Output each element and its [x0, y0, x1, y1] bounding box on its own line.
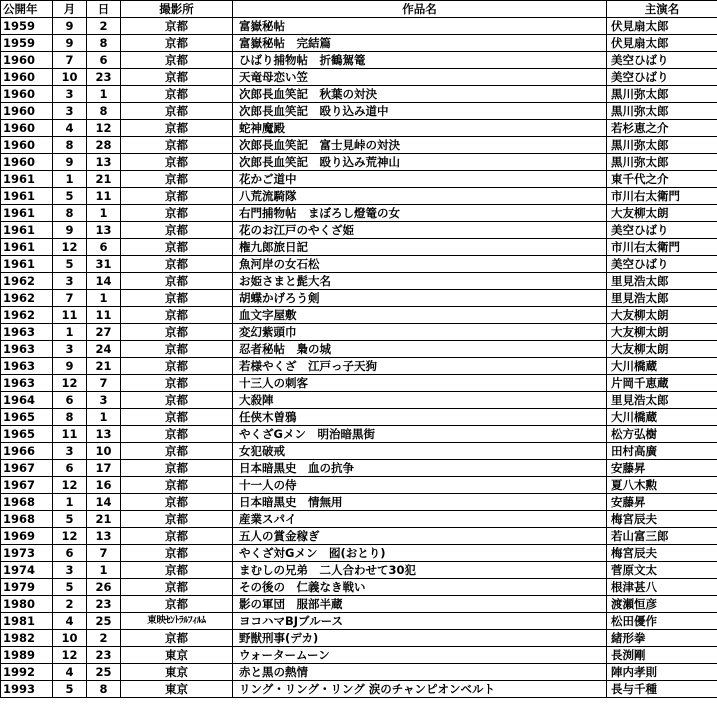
- cell-title: 影の軍団 服部半蔵: [233, 596, 607, 613]
- cell-studio: 京都: [121, 596, 233, 613]
- cell-release-year: 1960: [1, 137, 53, 154]
- cell-lead-actor: 市川右太衛門: [607, 188, 717, 205]
- cell-lead-actor: 黒川弥太郎: [607, 86, 717, 103]
- cell-day: 12: [87, 120, 121, 137]
- cell-day: 17: [87, 460, 121, 477]
- cell-title: ウォータームーン: [233, 647, 607, 664]
- cell-day: 11: [87, 188, 121, 205]
- table-row: [1, 511, 717, 528]
- cell-studio: 京都: [121, 154, 233, 171]
- cell-release-year: 1967: [1, 477, 53, 494]
- cell-day: 23: [87, 647, 121, 664]
- cell-studio: 東京: [121, 664, 233, 681]
- table-row: [1, 273, 717, 290]
- cell-release-year: 1965: [1, 426, 53, 443]
- cell-release-year: 1981: [1, 613, 53, 630]
- cell-month: 9: [53, 18, 87, 35]
- table-header: [1, 1, 717, 18]
- cell-studio: 京都: [121, 460, 233, 477]
- cell-lead-actor: 夏八木勲: [607, 477, 717, 494]
- table-row: [1, 205, 717, 222]
- cell-lead-actor: 長渕剛: [607, 647, 717, 664]
- table-row: [1, 358, 717, 375]
- cell-day: 6: [87, 239, 121, 256]
- cell-lead-actor: 緒形拳: [607, 630, 717, 647]
- cell-month: 5: [53, 579, 87, 596]
- cell-lead-actor: 大友柳太朗: [607, 341, 717, 358]
- cell-day: 13: [87, 222, 121, 239]
- cell-month: 4: [53, 120, 87, 137]
- table-row: [1, 460, 717, 477]
- cell-title: 蛇神魔殿: [233, 120, 607, 137]
- cell-studio: 京都: [121, 494, 233, 511]
- table-row: [1, 596, 717, 613]
- cell-lead-actor: 片岡千恵蔵: [607, 375, 717, 392]
- cell-title: 任侠木曽鴉: [233, 409, 607, 426]
- cell-studio: 京都: [121, 120, 233, 137]
- cell-release-year: 1989: [1, 647, 53, 664]
- cell-title: 野獣刑事(デカ): [233, 630, 607, 647]
- cell-title: その後の 仁義なき戦い: [233, 579, 607, 596]
- cell-day: 1: [87, 86, 121, 103]
- table-row: [1, 392, 717, 409]
- cell-day: 21: [87, 511, 121, 528]
- cell-lead-actor: 長与千種: [607, 681, 717, 698]
- cell-lead-actor: 市川右太衛門: [607, 239, 717, 256]
- cell-release-year: 1962: [1, 307, 53, 324]
- cell-day: 25: [87, 613, 121, 630]
- cell-release-year: 1965: [1, 409, 53, 426]
- cell-release-year: 1966: [1, 443, 53, 460]
- cell-month: 12: [53, 239, 87, 256]
- table-row: [1, 647, 717, 664]
- cell-studio: 京都: [121, 137, 233, 154]
- cell-day: 1: [87, 562, 121, 579]
- cell-lead-actor: 大友柳太朗: [607, 205, 717, 222]
- cell-lead-actor: 渡瀬恒彦: [607, 596, 717, 613]
- cell-release-year: 1961: [1, 188, 53, 205]
- cell-lead-actor: 里見浩太郎: [607, 392, 717, 409]
- cell-studio: 京都: [121, 630, 233, 647]
- cell-title: 日本暗黒史 血の抗争: [233, 460, 607, 477]
- cell-day: 1: [87, 409, 121, 426]
- cell-title: 次郎長血笑記 殴り込み道中: [233, 103, 607, 120]
- cell-month: 3: [53, 443, 87, 460]
- table-row: [1, 477, 717, 494]
- cell-month: 5: [53, 188, 87, 205]
- cell-studio: 京都: [121, 358, 233, 375]
- cell-title: 産業スパイ: [233, 511, 607, 528]
- cell-studio: 東京: [121, 647, 233, 664]
- table-row: [1, 239, 717, 256]
- table-row: [1, 256, 717, 273]
- cell-studio: 京都: [121, 222, 233, 239]
- cell-lead-actor: 梅宮辰夫: [607, 545, 717, 562]
- cell-title: 胡蝶かげろう剣: [233, 290, 607, 307]
- cell-release-year: 1968: [1, 494, 53, 511]
- cell-title: 大殺陣: [233, 392, 607, 409]
- cell-title: ひばり捕物帖 折鶴駕篭: [233, 52, 607, 69]
- cell-month: 8: [53, 205, 87, 222]
- cell-lead-actor: 根津甚八: [607, 579, 717, 596]
- cell-release-year: 1959: [1, 18, 53, 35]
- table-row: [1, 443, 717, 460]
- cell-title: 若様やくざ 江戸っ子天狗: [233, 358, 607, 375]
- cell-release-year: 1960: [1, 103, 53, 120]
- cell-lead-actor: 大川橋蔵: [607, 409, 717, 426]
- cell-studio: 京都: [121, 273, 233, 290]
- cell-day: 11: [87, 307, 121, 324]
- cell-studio: 京都: [121, 426, 233, 443]
- cell-day: 8: [87, 681, 121, 698]
- cell-day: 27: [87, 324, 121, 341]
- cell-release-year: 1982: [1, 630, 53, 647]
- cell-day: 31: [87, 256, 121, 273]
- cell-month: 5: [53, 681, 87, 698]
- cell-day: 14: [87, 494, 121, 511]
- cell-day: 6: [87, 52, 121, 69]
- cell-day: 21: [87, 358, 121, 375]
- cell-studio: 京都: [121, 290, 233, 307]
- cell-month: 5: [53, 511, 87, 528]
- cell-title: やくざGメン 明治暗黒街: [233, 426, 607, 443]
- cell-month: 11: [53, 426, 87, 443]
- cell-lead-actor: 美空ひばり: [607, 222, 717, 239]
- table-row: [1, 341, 717, 358]
- cell-month: 7: [53, 52, 87, 69]
- cell-title: 忍者秘帖 梟の城: [233, 341, 607, 358]
- cell-studio: 京都: [121, 256, 233, 273]
- cell-title: 富嶽秘帖 完結篇: [233, 35, 607, 52]
- cell-release-year: 1993: [1, 681, 53, 698]
- cell-studio: 京都: [121, 18, 233, 35]
- cell-title: やくざ対Gメン 囮(おとり): [233, 545, 607, 562]
- cell-release-year: 1959: [1, 35, 53, 52]
- cell-studio: 京都: [121, 511, 233, 528]
- table-row: [1, 171, 717, 188]
- cell-release-year: 1980: [1, 596, 53, 613]
- cell-lead-actor: 大友柳太朗: [607, 324, 717, 341]
- table-row: [1, 664, 717, 681]
- cell-day: 24: [87, 341, 121, 358]
- table-row: [1, 562, 717, 579]
- cell-studio: 京都: [121, 477, 233, 494]
- cell-title: 日本暗黒史 情無用: [233, 494, 607, 511]
- cell-title: 次郎長血笑記 殴り込み荒神山: [233, 154, 607, 171]
- header-day: 日: [87, 1, 121, 18]
- header-title: 作品名: [233, 1, 607, 18]
- cell-release-year: 1964: [1, 392, 53, 409]
- table-row: [1, 188, 717, 205]
- cell-title: 権九郎旅日記: [233, 239, 607, 256]
- cell-title: 十三人の刺客: [233, 375, 607, 392]
- cell-studio: 京都: [121, 324, 233, 341]
- cell-day: 13: [87, 426, 121, 443]
- cell-lead-actor: 里見浩太郎: [607, 273, 717, 290]
- cell-title: 赤と黒の熱情: [233, 664, 607, 681]
- cell-month: 7: [53, 290, 87, 307]
- table-row: [1, 137, 717, 154]
- header-release-year: 公開年: [1, 1, 53, 18]
- cell-day: 7: [87, 375, 121, 392]
- cell-day: 23: [87, 69, 121, 86]
- cell-day: 7: [87, 545, 121, 562]
- cell-title: 血文字屋敷: [233, 307, 607, 324]
- table-row: [1, 120, 717, 137]
- cell-title: 八荒流騎隊: [233, 188, 607, 205]
- cell-title: お姫さまと髭大名: [233, 273, 607, 290]
- cell-lead-actor: 黒川弥太郎: [607, 103, 717, 120]
- cell-title: 女犯破戒: [233, 443, 607, 460]
- cell-studio: 京都: [121, 341, 233, 358]
- cell-day: 16: [87, 477, 121, 494]
- cell-lead-actor: 松田優作: [607, 613, 717, 630]
- cell-studio: 京都: [121, 69, 233, 86]
- cell-release-year: 1960: [1, 120, 53, 137]
- cell-month: 11: [53, 307, 87, 324]
- cell-month: 6: [53, 392, 87, 409]
- cell-lead-actor: 陣内孝則: [607, 664, 717, 681]
- cell-release-year: 1973: [1, 545, 53, 562]
- table-row: [1, 324, 717, 341]
- cell-release-year: 1960: [1, 154, 53, 171]
- table-row: [1, 681, 717, 698]
- cell-month: 3: [53, 273, 87, 290]
- cell-day: 13: [87, 528, 121, 545]
- cell-day: 14: [87, 273, 121, 290]
- cell-studio: 東映ｾﾝﾄﾗﾙﾌｨﾙﾑ: [121, 613, 233, 630]
- cell-release-year: 1979: [1, 579, 53, 596]
- header-month: 月: [53, 1, 87, 18]
- table-row: [1, 86, 717, 103]
- table-row: [1, 630, 717, 647]
- cell-month: 5: [53, 256, 87, 273]
- cell-day: 2: [87, 18, 121, 35]
- table-row: [1, 545, 717, 562]
- cell-studio: 京都: [121, 528, 233, 545]
- table-row: [1, 69, 717, 86]
- cell-month: 12: [53, 647, 87, 664]
- cell-title: 右門捕物帖 まぼろし燈篭の女: [233, 205, 607, 222]
- cell-day: 8: [87, 35, 121, 52]
- cell-month: 3: [53, 341, 87, 358]
- cell-release-year: 1960: [1, 52, 53, 69]
- cell-studio: 京都: [121, 205, 233, 222]
- cell-day: 1: [87, 205, 121, 222]
- cell-month: 3: [53, 103, 87, 120]
- cell-month: 6: [53, 460, 87, 477]
- cell-release-year: 1963: [1, 358, 53, 375]
- cell-month: 4: [53, 664, 87, 681]
- cell-lead-actor: 若山富三郎: [607, 528, 717, 545]
- cell-studio: 京都: [121, 443, 233, 460]
- cell-title: 富嶽秘帖: [233, 18, 607, 35]
- cell-month: 9: [53, 35, 87, 52]
- cell-day: 1: [87, 290, 121, 307]
- header-lead-actor: 主演名: [607, 1, 717, 18]
- cell-month: 4: [53, 613, 87, 630]
- table-row: [1, 18, 717, 35]
- cell-month: 12: [53, 477, 87, 494]
- cell-release-year: 1968: [1, 511, 53, 528]
- cell-day: 13: [87, 154, 121, 171]
- cell-lead-actor: 若杉恵之介: [607, 120, 717, 137]
- cell-release-year: 1961: [1, 239, 53, 256]
- cell-lead-actor: 美空ひばり: [607, 52, 717, 69]
- cell-month: 10: [53, 630, 87, 647]
- cell-lead-actor: 田村高廣: [607, 443, 717, 460]
- cell-studio: 京都: [121, 239, 233, 256]
- cell-title: ヨコハマBJブルース: [233, 613, 607, 630]
- cell-title: 十一人の侍: [233, 477, 607, 494]
- cell-month: 9: [53, 358, 87, 375]
- cell-day: 26: [87, 579, 121, 596]
- cell-lead-actor: 里見浩太郎: [607, 290, 717, 307]
- table-row: [1, 579, 717, 596]
- cell-release-year: 1960: [1, 69, 53, 86]
- cell-release-year: 1963: [1, 341, 53, 358]
- cell-title: 変幻紫頭巾: [233, 324, 607, 341]
- cell-studio: 京都: [121, 35, 233, 52]
- cell-lead-actor: 菅原文太: [607, 562, 717, 579]
- cell-release-year: 1961: [1, 205, 53, 222]
- cell-month: 12: [53, 375, 87, 392]
- cell-release-year: 1992: [1, 664, 53, 681]
- cell-release-year: 1963: [1, 375, 53, 392]
- cell-release-year: 1962: [1, 290, 53, 307]
- cell-day: 3: [87, 392, 121, 409]
- cell-release-year: 1967: [1, 460, 53, 477]
- cell-day: 8: [87, 103, 121, 120]
- cell-studio: 京都: [121, 375, 233, 392]
- table-row: [1, 409, 717, 426]
- table-row: [1, 528, 717, 545]
- cell-month: 2: [53, 596, 87, 613]
- cell-day: 25: [87, 664, 121, 681]
- cell-lead-actor: 梅宮辰夫: [607, 511, 717, 528]
- cell-month: 9: [53, 222, 87, 239]
- cell-month: 3: [53, 86, 87, 103]
- cell-lead-actor: 大川橋蔵: [607, 358, 717, 375]
- table-row: [1, 52, 717, 69]
- cell-release-year: 1962: [1, 273, 53, 290]
- cell-studio: 京都: [121, 52, 233, 69]
- cell-release-year: 1961: [1, 256, 53, 273]
- cell-month: 6: [53, 545, 87, 562]
- table-body: [1, 18, 717, 698]
- cell-lead-actor: 大友柳太朗: [607, 307, 717, 324]
- cell-lead-actor: 黒川弥太郎: [607, 137, 717, 154]
- cell-lead-actor: 伏見扇太郎: [607, 18, 717, 35]
- cell-day: 28: [87, 137, 121, 154]
- cell-studio: 京都: [121, 562, 233, 579]
- cell-title: 花のお江戸のやくざ姫: [233, 222, 607, 239]
- cell-studio: 京都: [121, 307, 233, 324]
- cell-month: 1: [53, 494, 87, 511]
- cell-release-year: 1974: [1, 562, 53, 579]
- cell-lead-actor: 伏見扇太郎: [607, 35, 717, 52]
- cell-release-year: 1960: [1, 86, 53, 103]
- cell-lead-actor: 黒川弥太郎: [607, 154, 717, 171]
- cell-lead-actor: 安藤昇: [607, 494, 717, 511]
- table-row: [1, 307, 717, 324]
- cell-month: 1: [53, 324, 87, 341]
- cell-title: 次郎長血笑記 秋葉の対決: [233, 86, 607, 103]
- cell-month: 12: [53, 528, 87, 545]
- cell-month: 1: [53, 171, 87, 188]
- cell-studio: 京都: [121, 409, 233, 426]
- cell-title: 魚河岸の女石松: [233, 256, 607, 273]
- cell-lead-actor: 安藤昇: [607, 460, 717, 477]
- cell-month: 8: [53, 137, 87, 154]
- cell-studio: 京都: [121, 171, 233, 188]
- cell-studio: 京都: [121, 545, 233, 562]
- cell-title: 五人の賞金稼ぎ: [233, 528, 607, 545]
- cell-release-year: 1961: [1, 171, 53, 188]
- cell-day: 23: [87, 596, 121, 613]
- table-row: [1, 494, 717, 511]
- cell-month: 10: [53, 69, 87, 86]
- cell-studio: 京都: [121, 86, 233, 103]
- table-row: [1, 222, 717, 239]
- cell-studio: 京都: [121, 103, 233, 120]
- cell-month: 8: [53, 409, 87, 426]
- table-row: [1, 375, 717, 392]
- cell-studio: 京都: [121, 579, 233, 596]
- cell-lead-actor: 松方弘樹: [607, 426, 717, 443]
- cell-title: 次郎長血笑記 富士見峠の対決: [233, 137, 607, 154]
- table-row: [1, 426, 717, 443]
- header-row: [1, 1, 717, 18]
- cell-studio: 京都: [121, 392, 233, 409]
- cell-lead-actor: 東千代之介: [607, 171, 717, 188]
- cell-release-year: 1963: [1, 324, 53, 341]
- cell-month: 3: [53, 562, 87, 579]
- cell-day: 10: [87, 443, 121, 460]
- cell-studio: 東京: [121, 681, 233, 698]
- table-row: [1, 103, 717, 120]
- cell-title: 天竜母恋い笠: [233, 69, 607, 86]
- table-row: [1, 154, 717, 171]
- cell-release-year: 1961: [1, 222, 53, 239]
- table-row: [1, 613, 717, 630]
- cell-studio: 京都: [121, 188, 233, 205]
- table-row: [1, 35, 717, 52]
- cell-lead-actor: 美空ひばり: [607, 256, 717, 273]
- cell-month: 9: [53, 154, 87, 171]
- cell-lead-actor: 美空ひばり: [607, 69, 717, 86]
- cell-day: 2: [87, 630, 121, 647]
- cell-title: まむしの兄弟 二人合わせて30犯: [233, 562, 607, 579]
- cell-title: 花かご道中: [233, 171, 607, 188]
- cell-release-year: 1969: [1, 528, 53, 545]
- cell-day: 21: [87, 171, 121, 188]
- header-studio: 撮影所: [121, 1, 233, 18]
- table-row: [1, 290, 717, 307]
- cell-title: リング・リング・リング 涙のチャンピオンベルト: [233, 681, 607, 698]
